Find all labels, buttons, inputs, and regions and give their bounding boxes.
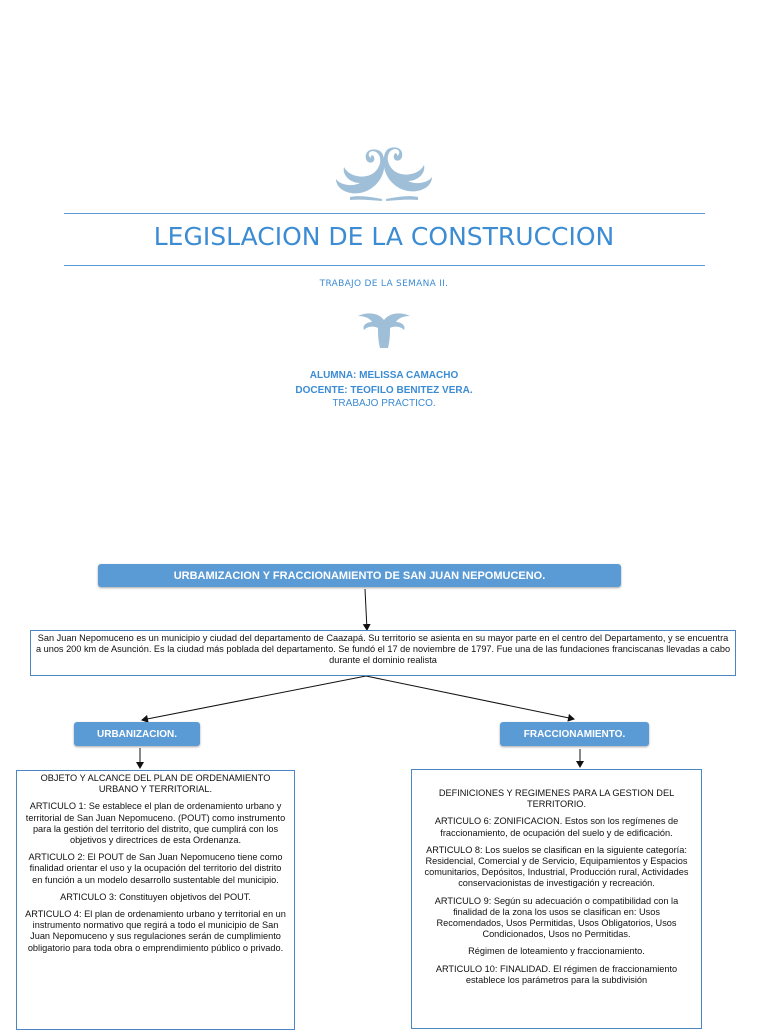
fraccionamiento-paragraph: ARTICULO 8: Los suelos se clasifican en la siguiente categoría: Residencial, Comercial y de Servicio, Equipamientos y Espacios comunitarios, Depósitos, Industrial, Producción rural, Actividades conservacionistas de investigación y recreación. <box>424 844 689 889</box>
intro-box <box>30 630 736 676</box>
page-title: LEGISLACION DE LA CONSTRUCCION <box>153 222 615 251</box>
intro-text: San Juan Nepomuceno es un municipio y ciudad del departamento de Caazapá. Su territorio se asienta en su mayor parte en el centro del Departamento, y se encuentra a unos 200 km de Asunción. Es la ciudad más poblada del departamento. Se fundó el 17 de noviembre de 1797. Fue una de las fundaciones franciscanas llevadas a cabo durante el dominio realista <box>35 633 731 666</box>
work-type: TRABAJO PRACTICO. <box>332 398 436 409</box>
urbanizacion-paragraph: ARTICULO 3: Constituyen objetivos del POUT. <box>60 891 251 902</box>
urbanizacion-paragraph: ARTICULO 2: El POUT de San Juan Nepomuceno tiene como finalidad orientar el uso y la ocupación del territorio del distrito en función a un modelo desarrollo sustentable del municipio. <box>28 852 283 885</box>
urbanizacion-paragraph: ARTICULO 4: El plan de ordenamiento urbano y territorial en un instrumento normativo que regirá a todo el municipio de San Juan Nepomuceno y sus regulaciones serán de cumplimiento obligatorio para toda obra o emprendimiento público o privado. <box>25 909 286 953</box>
fraccionamiento-paragraph: Régimen de loteamiento y fraccionamiento. <box>468 946 645 957</box>
page-subtitle: TRABAJO DE LA SEMANA II. <box>319 279 449 289</box>
main-heading: URBAMIZACION Y FRACCIONAMIENTO DE SAN JUAN NEPOMUCENO. <box>98 564 621 587</box>
urbanizacion-paragraph: ARTICULO 1: Se establece el plan de ordenamiento urbano y territorial de San Juan Nepomuceno. (POUT) como instrumento para la gestión del territorio del distrito, que cumplirá con los objetivos y directrices de esta Ordenanza. <box>25 801 286 846</box>
arrow-intro-to-urbanizacion <box>142 676 366 720</box>
urbanizacion-box <box>16 770 295 1030</box>
fraccionamiento-label: FRACCIONAMIENTO. <box>500 722 649 746</box>
fraccionamiento-paragraph: ARTICULO 6: ZONIFICACION. Estos son los regímenes de fraccionamiento, de ocupación del suelo y de edificación. <box>434 816 679 838</box>
student-name: ALUMNA: MELISSA CAMACHO <box>309 370 459 381</box>
arrow-intro-to-fraccionamiento <box>366 676 574 719</box>
fraccionamiento-box <box>411 769 702 1029</box>
arrow-heading-to-intro <box>365 589 367 630</box>
urbanizacion-label: URBANIZACION. <box>74 722 200 746</box>
teacher-name: DOCENTE: TEOFILO BENITEZ VERA. <box>295 385 473 396</box>
fraccionamiento-paragraph: ARTICULO 9: Según su adecuación o compatibilidad con la finalidad de la zona los usos se clasifican en: Usos Recomendados, Usos Permitidas, Usos Obligatorios, Usos Condicionados, Usos no Permitidas. <box>434 895 679 940</box>
fraccionamiento-paragraph: ARTICULO 10: FINALIDAD. El régimen de fraccionamiento establece los parámetros para la subdivisión <box>435 963 678 985</box>
urbanizacion-paragraph: OBJETO Y ALCANCE DEL PLAN DE ORDENAMIENTO URBANO Y TERRITORIAL. <box>40 773 271 795</box>
fraccionamiento-paragraph: DEFINICIONES Y REGIMENES PARA LA GESTION DEL TERRITORIO. <box>438 788 675 810</box>
